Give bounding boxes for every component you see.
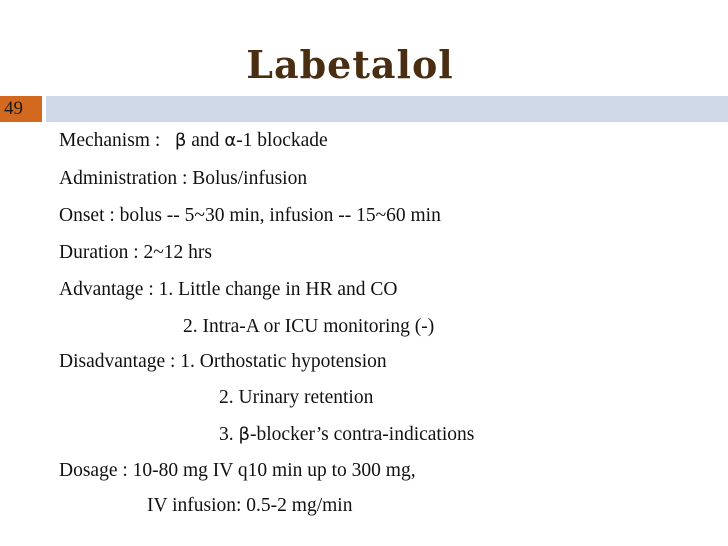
alpha-symbol: α	[224, 130, 237, 151]
mechanism-blockade: -1 blockade	[236, 130, 328, 151]
advantage-line-2: 2. Intra-A or ICU monitoring (-)	[183, 316, 435, 337]
disadvantage-line-2: 2. Urinary retention	[219, 387, 374, 408]
beta-symbol: β	[174, 130, 187, 151]
slide-title: Labetalol	[246, 42, 454, 87]
dosage-line-2: IV infusion: 0.5-2 mg/min	[147, 495, 353, 516]
mechanism-line	[59, 130, 328, 152]
advantage-line-1: Advantage : 1. Little change in HR and CO	[59, 279, 398, 300]
disadvantage-3-number: 3.	[219, 424, 234, 445]
disadvantage-3-text: -blocker’s contra-indications	[250, 424, 475, 445]
disadvantage-line-1: Disadvantage : 1. Orthostatic hypotension	[59, 351, 387, 372]
slide-number-badge: 49	[0, 96, 42, 122]
duration-line: Duration : 2~12 hrs	[59, 242, 212, 263]
onset-line: Onset : bolus -- 5~30 min, infusion -- 15~60 min	[59, 205, 441, 226]
dosage-line-1: Dosage : 10-80 mg IV q10 min up to 300 mg,	[59, 460, 416, 481]
header-bar	[46, 96, 728, 122]
administration-line: Administration : Bolus/infusion	[59, 168, 308, 189]
beta-symbol-2: β	[238, 424, 250, 445]
disadvantage-line-3	[219, 424, 474, 446]
mechanism-label: Mechanism :	[59, 130, 161, 151]
mechanism-and: and	[191, 130, 220, 151]
